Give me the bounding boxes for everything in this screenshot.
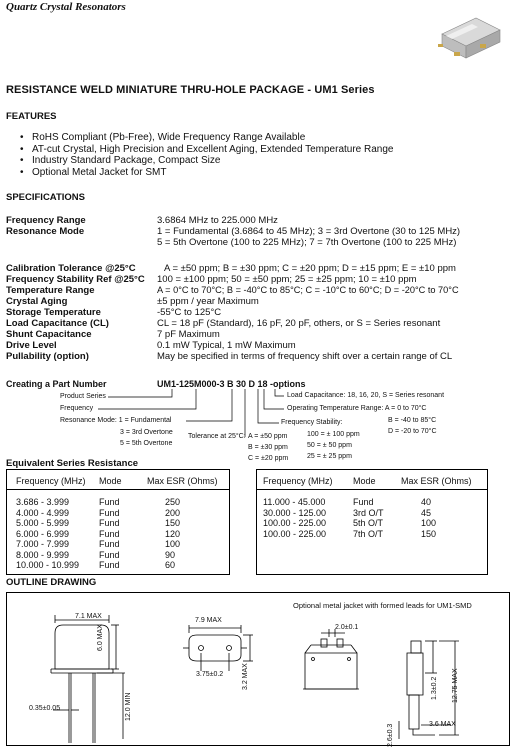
pn-stab-100: 100 = ± 100 ppm [307, 431, 360, 438]
esr-cell: 4.000 - 4.999 [16, 507, 70, 518]
esr-header-cell: Mode [99, 476, 122, 486]
dim-2-0: 2.0±0.1 [335, 624, 359, 631]
spec-label: Temperature Range [6, 285, 95, 296]
spec-label: Pullability (option) [6, 351, 89, 362]
esr-cell: Fund [99, 560, 120, 570]
esr-cell: Fund [353, 497, 374, 507]
pn-temp-d: D = -20 to 70°C [388, 428, 437, 435]
esr-cell: 3.686 - 3.999 [16, 497, 70, 507]
esr-cell: 7.000 - 7.999 [16, 539, 70, 549]
dim-3-6: 3.6 MAX [429, 721, 456, 728]
pn-tolerance-label: Tolerance at 25°C: [188, 433, 246, 440]
esr-cell: 150 [165, 518, 181, 528]
dim-12-0: 12.0 MIN [125, 692, 132, 721]
features-heading: FEATURES [6, 111, 57, 122]
table-row [16, 560, 226, 571]
dim-2-6: 2.6±0.3 [387, 723, 394, 747]
smd-jacket-side [407, 653, 423, 695]
feature-item: • Optional Metal Jacket for SMT [32, 167, 394, 179]
esr-cell: Fund [99, 539, 120, 549]
esr-left-header [16, 476, 226, 487]
spec-value: 0.1 mW Typical, 1 mW Maximum [157, 340, 296, 351]
pn-temp-b: B = -40 to 85°C [388, 417, 437, 424]
spec-value: 3.6864 MHz to 225.000 MHz [157, 215, 278, 226]
spec-label: Frequency Range [6, 215, 86, 226]
esr-cell: 45 [421, 507, 432, 518]
spec-value: 1 = Fundamental (3.6864 to 45 MHz); 3 = 3rd Overtone (30 to 125 MHz) [157, 226, 461, 237]
esr-cell: Fund [99, 497, 120, 507]
pn-tol-a: A = ±50 ppm [248, 433, 288, 440]
esr-header-cell: Frequency (MHz) [16, 476, 86, 486]
spec-value: ±5 ppm / year Maximum [157, 296, 259, 307]
page-title: RESISTANCE WELD MINIATURE THRU-HOLE PACKAGE - UM1 Series [6, 84, 375, 96]
crystal-top-view [189, 635, 241, 661]
dim-6-0: 6.0 MAX [97, 624, 104, 651]
esr-cell: 40 [421, 497, 432, 507]
pn-stab-50: 50 = ± 50 ppm [307, 442, 352, 449]
esr-header-cell: Max ESR (Ohms) [147, 476, 218, 486]
pn-frequency: Frequency [60, 405, 94, 412]
esr-cell: 5th O/T [353, 518, 384, 528]
esr-header-cell: Frequency (MHz) [263, 476, 333, 486]
pn-resonance-mode: Resonance Mode: 1 = Fundamental [60, 417, 172, 424]
esr-cell: 150 [421, 528, 437, 539]
table-row [263, 529, 485, 540]
esr-cell: 100.00 - 225.00 [263, 528, 327, 539]
esr-cell: Fund [99, 549, 120, 560]
spec-value: A = ±50 ppm; B = ±30 ppm; C = ±20 ppm; D = ±15 ppm; E = ±10 ppm [164, 263, 456, 274]
dim-7-1: 7.1 MAX [75, 613, 102, 620]
esr-cell: 100 [165, 539, 181, 549]
dim-0-35: 0.35±0.05 [29, 705, 61, 712]
esr-left-body [16, 497, 226, 571]
spec-value: 5 = 5th Overtone (100 to 225 MHz); 7 = 7th Overtone (100 to 225 MHz) [157, 237, 457, 248]
pn-resonance-5: 5 = 5th Overtone [120, 440, 173, 447]
pn-tol-b: B = ±30 ppm [248, 444, 288, 451]
spec-value: 100 = ±100 ppm; 50 = ±50 ppm; 25 = ±25 ppm; 10 = ±10 ppm [157, 274, 417, 285]
outline-drawing-box [6, 592, 510, 746]
dim-7-9: 7.9 MAX [195, 617, 222, 624]
esr-header-cell: Max ESR (Ohms) [401, 476, 472, 486]
outline-note: Optional metal jacket with formed leads for UM1-SMD [293, 601, 472, 610]
feature-item: • AT-cut Crystal, High Precision and Excellent Aging, Extended Temperature Range [32, 144, 394, 156]
esr-cell: 250 [165, 497, 181, 507]
esr-cell: 7th O/T [353, 528, 384, 539]
spec-label: Shunt Capacitance [6, 329, 92, 340]
esr-table-right [256, 469, 488, 575]
esr-cell: 5.000 - 5.999 [16, 518, 70, 528]
esr-cell: 60 [165, 560, 176, 570]
spec-value: -55°C to 125°C [157, 307, 222, 318]
outline-heading: OUTLINE DRAWING [6, 577, 97, 588]
pn-product-series: Product Series [60, 393, 106, 400]
pn-tol-c: C = ±20 ppm [248, 455, 289, 462]
esr-cell: 3rd O/T [353, 507, 384, 518]
table-row [16, 550, 226, 561]
smd-jacket-front [305, 653, 357, 689]
esr-cell: 8.000 - 9.999 [16, 549, 70, 560]
esr-cell: 90 [165, 549, 176, 560]
esr-cell: 11.000 - 45.000 [263, 497, 326, 507]
table-row [263, 518, 485, 529]
table-row [16, 508, 226, 519]
table-row [263, 497, 485, 508]
spec-label: Drive Level [6, 340, 57, 351]
spec-label: Storage Temperature [6, 307, 101, 318]
pn-load-cap: Load Capacitance: 18, 16, 20, S = Series resonant [287, 392, 445, 399]
dim-3-75: 3.75±0.2 [196, 671, 224, 678]
spec-label: Frequency Stability Ref @25°C [6, 274, 145, 285]
esr-header-cell: Mode [353, 476, 376, 486]
spec-value: A = 0°C to 70°C; B = -40°C to 85°C; C = -10°C to 60°C; D = -20°C to 70°C [157, 285, 459, 295]
crystal-body-front [55, 625, 109, 669]
table-row [16, 497, 226, 508]
dim-3-2: 3.2 MAX [242, 663, 249, 690]
esr-cell: Fund [99, 507, 120, 518]
pn-temp-range: Operating Temperature Range: A = 0 to 70°C [287, 405, 427, 412]
dim-12-75: 12.75 MAX [452, 668, 459, 703]
esr-cell: 120 [165, 528, 181, 539]
esr-cell: 6.000 - 6.999 [16, 528, 70, 539]
esr-cell: Fund [99, 518, 120, 528]
specifications-heading: SPECIFICATIONS [6, 192, 85, 203]
spec-value: CL = 18 pF (Standard), 16 pF, 20 pF, others, or S = Series resonant [157, 318, 441, 329]
feature-item: • Industry Standard Package, Compact Size [32, 155, 394, 167]
esr-cell: 30.000 - 125.00 [263, 507, 327, 518]
esr-right-header [263, 476, 485, 487]
esr-cell: 10.000 - 10.999 [16, 560, 80, 570]
spec-value: 7 pF Maximum [157, 329, 220, 340]
table-row [263, 508, 485, 519]
esr-cell: 200 [165, 507, 181, 518]
esr-cell: 100 [421, 518, 437, 528]
esr-heading: Equivalent Series Resistance [6, 458, 139, 469]
spec-label: Crystal Aging [6, 296, 68, 307]
spec-label: Calibration Tolerance @25°C [6, 263, 136, 274]
table-row [16, 518, 226, 529]
esr-cell: Fund [99, 528, 120, 539]
esr-cell: 100.00 - 225.00 [263, 518, 327, 528]
esr-right-body [263, 497, 485, 539]
part-number-code: UM1-125M000-3 B 30 D 18 -options [157, 379, 306, 389]
spec-label: Load Capacitance (CL) [6, 318, 109, 329]
esr-table-left [6, 469, 230, 575]
dim-1-3: 1.3±0.2 [431, 676, 438, 700]
outline-drawing-lines [7, 593, 507, 743]
table-row [16, 529, 226, 540]
table-row [16, 539, 226, 550]
pn-resonance-3: 3 = 3rd Overtone [120, 429, 173, 436]
pn-stab-25: 25 = ± 25 ppm [307, 453, 352, 460]
feature-item: • RoHS Compliant (Pb-Free), Wide Frequency Range Available [32, 132, 394, 144]
pn-stability-label: Frequency Stability: [281, 419, 343, 426]
brand-header: Quartz Crystal Resonators [6, 1, 126, 13]
part-number-heading: Creating a Part Number [6, 379, 107, 389]
spec-label: Resonance Mode [6, 226, 85, 237]
spec-value: May be specified in terms of frequency shift over a certain range of CL [157, 351, 453, 362]
